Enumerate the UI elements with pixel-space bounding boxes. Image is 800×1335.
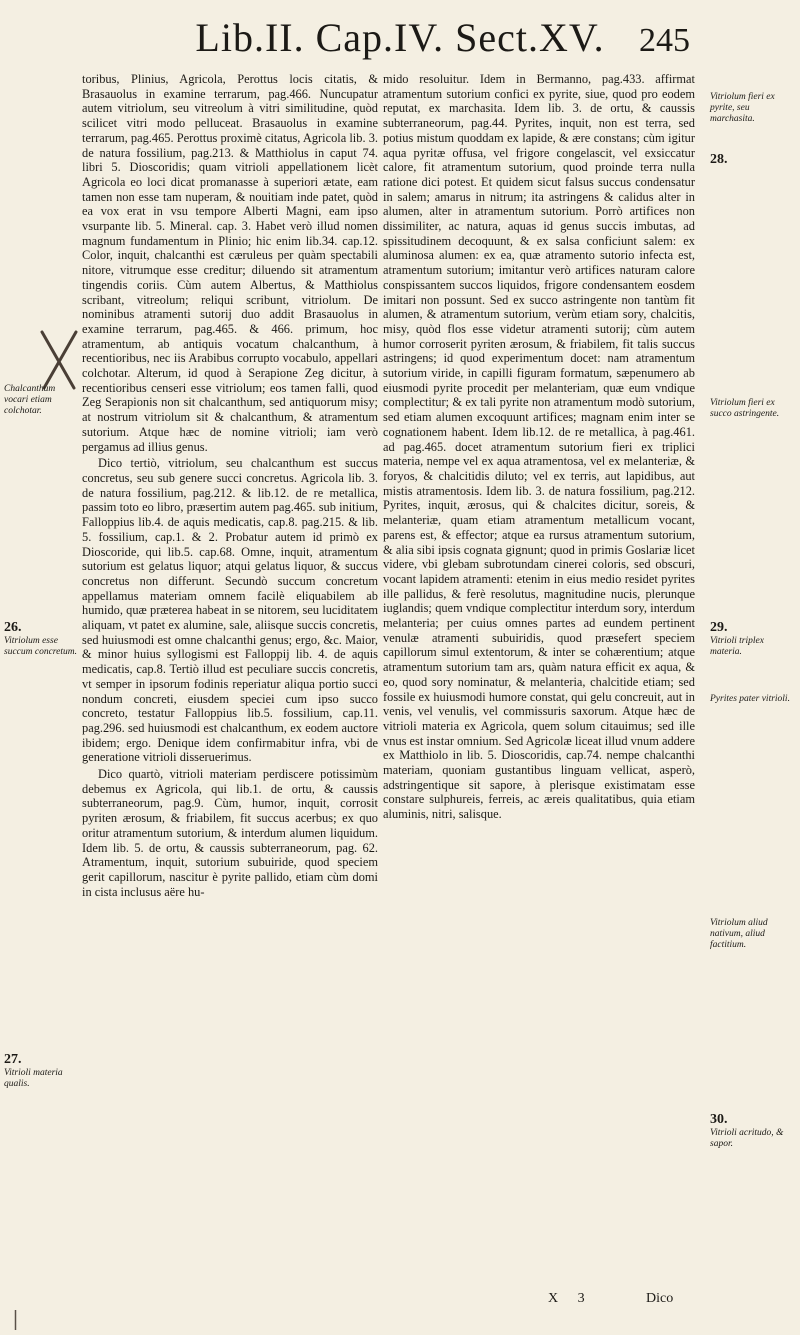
- paragraph: mido resoluitur. Idem in Bermanno, pag.433. affirmat atramentum sutorium confici ex pyrite, siue, quod pro eodem reputat, ex marchasita. Idem lib. 3. de ortu, & caussis subterraneorum, pag.44. Pyrites, inquit, non est terra, sed potius mistum quoddam ex lapide, & ære constans; cùm igitur aqua pyritæ offusa, vel frigore congelascit, vel exsiccatur calore, fit atramentum sutorium, quod proinde terra nulla ratione dici potest. Et quidem sicut falsus succus condensatur in salem; amarus in nitrum; ita astringens & calidus alter in alumen, alter in atramentum sutorium. Porrò artifices non dissimiliter, ac natura, aquas id genus succis imbutas, ad spissitudinem decoquunt, & ex salsa conficiunt salem: ex aluminosa alumen: ex ea, quæ atramento sutorio infecta est, atramentum sutorium; imitantur verò artifices naturam calore conspissantem succos liquidos, frigore condensantem eosdem imitari non possunt. Sed ex succo astringente non tantùm fit alumen, & atramentum sutorium, verùm etiam sory, chalcitis, misy, quòd flos esse videtur atramenti sutorij; cùm autem humor corroserit pyriten ærosum, & friabilem, fit talis succus astringens; id quod experimentum docet: nam atramentum sutorium viride, in capilli figuram formatum, sæpenumero ab eiusmodi pyrite procedit per melanteriam, quæ eum vndique complectitur; & ex tali pyrite non atramentum modò sutorium, sed etiam alumen excoquunt artifices; magnam enim inter se cognationem habent. Idem lib.12. de re metallica, à pag.461. ad pag.465. docet atramentum sutorium fieri ex triplici materia, nempe vel ex aqua atramentosa, vel ex melanteriæ, & foryos, & chalcitidis diluto; vel ex terris, aut lapidibus, aut mistis atramentosis. Idem lib. 3. de natura fossilium, pag.212. Pyrites, inquit, ærosus, qui & chalcites dicitur, soreis, & melanteriæ, quam etiam atramentum metallicum vocant, parens est, & effector; atque ea rursus atramentum sutorium, & alia sibi ipsis cognata gignunt; quod in primis Goslariæ licet videre, vbi glebam subrotundam cinerei coloris, sed obscuri, vocant lapidem atramenti: etenim in eius medio residet pyrites ille pallidus, & ferè resolutus, magnitudine nucis, plerunque iuglandis; quem vndique complectitur interdum sory, interdum melanteria; per cuius omnes partes ad eundem pertinent venulæ atramenti subuiridis, quod præsefert speciem capillorum simul extentorum, & inter se cohærentium; atque atramentum sutorium tam ars, quàm natura efficit ex aqua, & eo, quod sory nominatur, & melanteria, chalcitide etiam; sed fossile ex huiusmodi humore constat, qui gelu concreuit, aut in venis, vel venulis, vel commissuris saxorum. Atque hæc de vitrioli materia ex Agricola, quem solum citauimus; sed ille vnus est instar omnium. Sed Agricolæ liceat illud vnum addere ex Matthiolo in lib. 5. Dioscoridis, cap.74. nempe chalcanthi materiam, quoniam gustantibus linguam vellicat, asperò, adstringentique sit sapore, à plerisque existimatam esse constare sulphureis, ferreis, ac æreis qualitatibus, quia etiam aluminis, nitri, salisque.: [383, 72, 695, 822]
- margin-note-left: [4, 1052, 78, 1090]
- margin-note-right: [710, 1112, 796, 1150]
- running-head: Lib.II. Cap.IV. Sect.XV.: [195, 15, 605, 60]
- margin-note-number: 28.: [710, 152, 728, 167]
- margin-note-text: Vitriolum esse succum concretum.: [4, 636, 77, 657]
- margin-note-number: 29.: [710, 620, 728, 635]
- margin-note-text: Vitrioli materia qualis.: [4, 1068, 63, 1089]
- margin-note-text: Vitriolum aliud nativum, aliud factitium.: [710, 918, 768, 950]
- margin-note-text: Vitriolum fieri ex pyrite, seu marchasita.: [710, 92, 775, 124]
- margin-note-right: [710, 620, 796, 658]
- page-number: 245: [639, 22, 690, 59]
- page-header: [0, 10, 800, 70]
- margin-note-right: [710, 152, 796, 168]
- margin-note-number: 27.: [4, 1052, 22, 1067]
- paragraph: Dico quartò, vitrioli materiam perdiscere potissimùm debemus ex Agricola, qui lib.1. de ortu, & caussis subterraneorum, pag.9. Cùm, humor, inquit, corrosit pyriten ærosum, & friabilem, fit succus acerbus; ex quo oritur atramentum sutorium, & interdum alumen liquidum. Idem lib. 5. de ortu, & caussis subterraneorum, pag. 62. Atramentum, inquit, sutorium subuiride, quod speciem gerit capillorum, nascitur è pyrite pallido, etiam cùm domi in cista inclusus aëre hu-: [82, 767, 378, 899]
- margin-note-text: Pyrites pater vitrioli.: [710, 694, 790, 704]
- margin-note-number: 30.: [710, 1112, 728, 1127]
- paragraph: toribus, Plinius, Agricola, Perottus locis citatis, & Brasauolus in examine terrarum, pag.466. Nuncupatur autem vitriolum, seu vitreolum à vitri similitudine, quòd scilicet vitri modo pelluceat. Brasauolus in examine terrarum, pag.465. Perottus proximè citatus, Agricola lib. 3. de natura fossilium, pag.213. & Matthiolus in caput 74. libri 5. Dioscoridis; quam vitrioli appellationem licèt Agricola eo loci dicat promanasse à superiori ætate, eam tamen non esse tam nuperam, & nouitiam inde patet, quòd ea vox erat in vsu tempore Alberti Magni, eam ipso vsurpante lib. 5. Mineral. cap. 3. Habet verò illud nomen magnum fundamentum in Plinio; hic enim lib.34. cap.12. Color, inquit, chalcanthi est cæruleus per quàm spectabili nitore, vitrumque esse creditur; diluendo sit atramentum tingendis coriis. Cùm autem Albertus, & Matthiolus scribant, vitreolum; reliqui scribunt, vitriolum. De nominibus atramenti sutorij duo addit Brasauolus in examine terrarum, pag.465. & 466. primum, hoc atramentum, ab antiquis vocatum chalcanthum, à recentioribus, nec iis Arabibus corrupto vocabulo, appellari colchotar. Alterum, id quod à Serapione Zeg dicitur, à recentioribus censeri esse vitriolum; eos tamen falli, quod Zeg Serapionis non sit chalcanthum, sed antiquorum misy; at nostrum vitriolum sit & chalcanthum, & atramentum sutorium. Atque hæc de nomine vitrioli; iam verò pergamus ad illius genus.: [82, 72, 378, 454]
- margin-note-right: [710, 92, 796, 125]
- margin-note-text: Vitriolum fieri ex succo astringente.: [710, 398, 780, 419]
- margin-note-text: Vitrioli triplex materia.: [710, 636, 764, 657]
- signature-mark: X 3: [548, 1291, 593, 1306]
- margin-note-text: Vitrioli acritudo, & sapor.: [710, 1128, 784, 1149]
- left-column: [82, 72, 378, 901]
- margin-note-right: [710, 398, 796, 420]
- ink-tick-mark-icon: [14, 1310, 17, 1330]
- catchword: Dico: [646, 1291, 674, 1306]
- margin-note-number: 26.: [4, 620, 22, 635]
- paragraph: Dico tertiò, vitriolum, seu chalcanthum est succus concretus, seu sub genere succi concretus. Agricola lib. 3. de natura fossilium, pag.212. & lib.12. de re metallica, passim toto eo libro, præsertim autem pag.465. sub initium, Falloppius lib.4. de aquis medicatis, cap.8. pag.215. & lib. 5. fossilium, cap.1. & 2. Probatur autem id primò ex Dioscoride, qui lib.5. cap.68. Omne, inquit, atramentum sutorium est gelatus liquor; atqui gelatus liquor, & succus concretus non differunt. Secundò succum concretum appellamus materiam omnem facilè eliquabilem ab humido, quæ præterea habeat in se nitorem, seu luciditatem aliquam, vt patet ex alumine, sale, aliisque succis concretis, sed huiusmodi est omne chalcanthi genus; ergo, &c. Maior, & minor huius syllogismi est Falloppij lib. 4. de aquis medicatis, cap.8. Tertiò illud est peculiare succis concretis, vt semper in ipsorum fodinis reperiatur aliqua portio succi nondum concreti, eiusdem speciei cum ipso succo concreto, testatur Falloppius lib.5. fossilium, cap.11. pag.296. sed huiusmodi est chalcanthum, ex eodem auctore ibidem; ergo. Denique idem confirmabitur infra, vbi de generatione vitrioli disseruerimus.: [82, 456, 378, 765]
- margin-note-left: [4, 384, 78, 417]
- margin-note-left: [4, 620, 78, 658]
- right-column: [383, 72, 695, 824]
- margin-note-right: [710, 918, 796, 951]
- margin-note-right: [710, 694, 796, 705]
- margin-note-text: Chalcanthum vocari etiam colchotar.: [4, 384, 56, 416]
